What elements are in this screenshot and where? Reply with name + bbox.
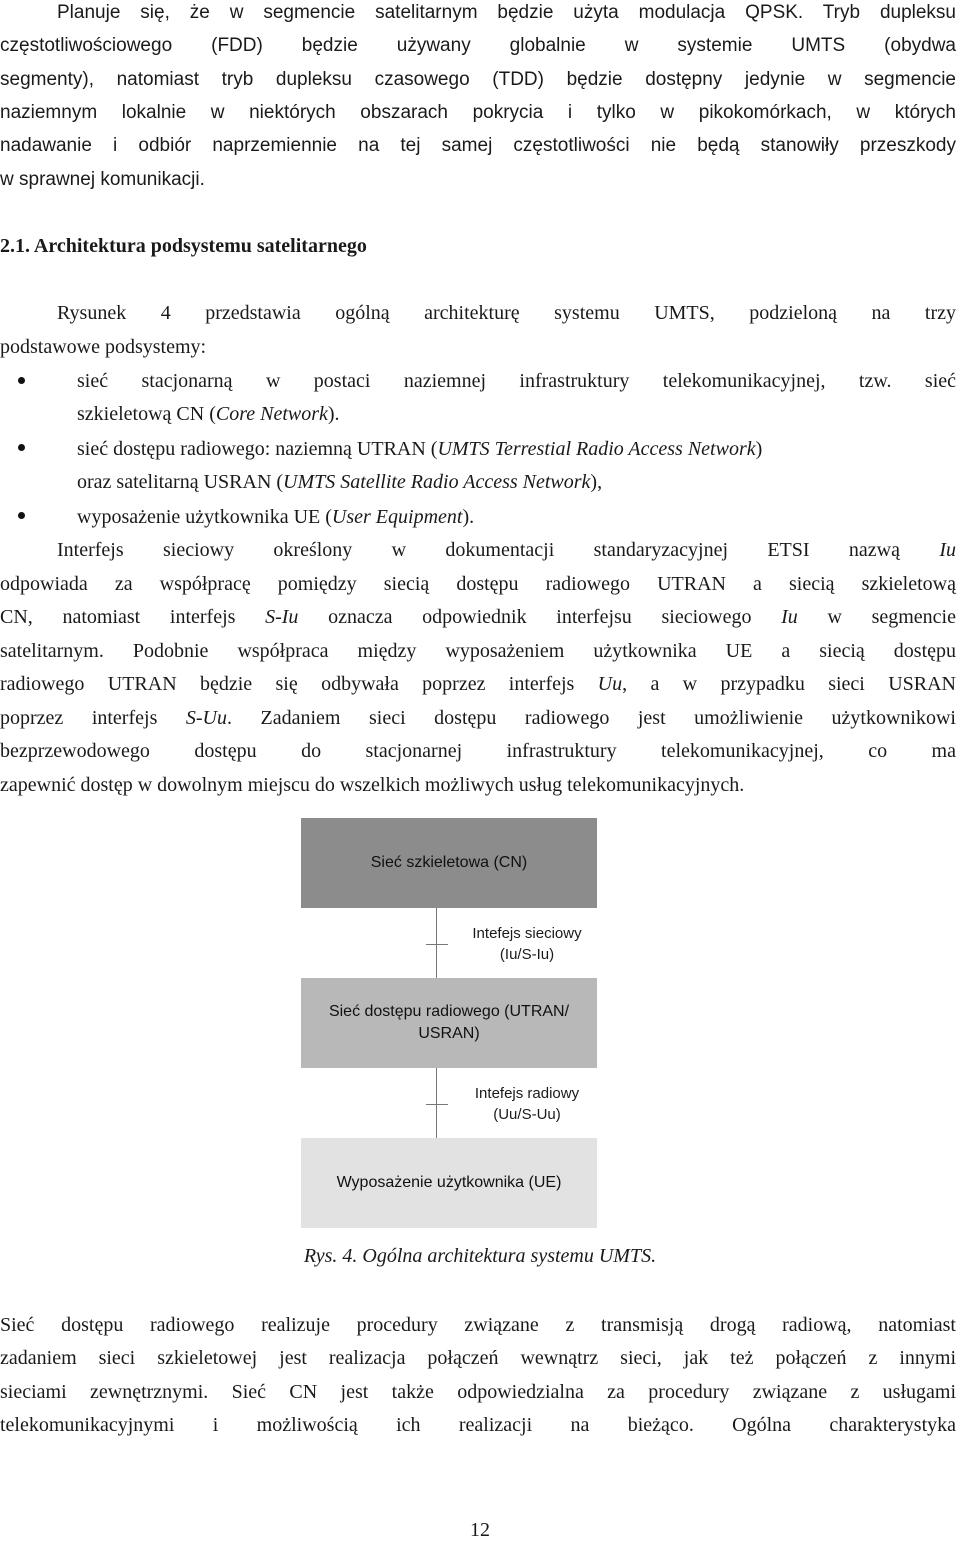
connector-line — [436, 908, 437, 978]
radio-interface-name: Intefejs radiowy — [474, 1085, 580, 1102]
bullet-dot — [18, 444, 25, 451]
para3-line-4: telekomunikacyjnymi i możliwością ich realizacji na bieżąco. Ogólna charakterystyka — [0, 1414, 956, 1436]
para2-line-7: bezprzewodowego dostępu do stacjonarnej infrastruktury telekomunikacyjnej, co ma — [0, 740, 956, 762]
bullet-2-line-1: sieć dostępu radiowego: naziemną UTRAN (UMTS Terrestial Radio Access Network) — [77, 438, 763, 460]
para1-line-1: Rysunek 4 przedstawia ogólną architekturę systemu UMTS, podzieloną na trzy — [57, 302, 956, 324]
intro-line-3: segmenty), natomiast tryb dupleksu czasowego (TDD) będzie dostępny jedynie w segmencie — [0, 69, 956, 90]
para2-line-6: poprzez interfejs S-Uu. Zadaniem sieci dostępu radiowego jest umożliwienie użytkownikowi — [0, 707, 956, 729]
intro-line-4: naziemnym lokalnie w niektórych obszarach pokrycia i tylko w pikokomórkach, w których — [0, 102, 956, 123]
para3-line-1: Sieć dostępu radiowego realizuje procedury związane z transmisją drogą radiową, natomiast — [0, 1314, 956, 1336]
bullet-1-line-2: szkieletową CN (Core Network). — [77, 403, 340, 425]
bullet-3-line-1: wyposażenie użytkownika UE (User Equipment). — [77, 506, 475, 528]
intro-line-1: Planuje się, że w segmencie satelitarnym będzie użyta modulacja QPSK. Tryb dupleksu — [57, 2, 956, 23]
para3-line-3: sieciami zewnętrznymi. Sieć CN jest także odpowiedzialna za procedury związane z usługami — [0, 1381, 956, 1403]
intro-line-2: częstotliwościowego (FDD) będzie używany globalnie w systemie UMTS (obydwa — [0, 35, 956, 56]
para2-line-3: CN, natomiast interfejs S-Iu oznacza odpowiednik interfejsu sieciowego Iu w segmencie — [0, 606, 956, 628]
bullet-dot — [18, 512, 25, 519]
radio-access-network-box — [301, 978, 597, 1068]
figure-caption: Rys. 4. Ogólna architektura systemu UMTS. — [303, 1245, 657, 1267]
ran-label-line-2: USRAN) — [418, 1025, 480, 1042]
intro-line-6: w sprawnej komunikacji. — [0, 169, 205, 190]
page-number: 12 — [470, 1519, 490, 1541]
user-equipment-box: Wyposażenie użytkownika (UE) — [301, 1138, 597, 1228]
bullet-dot — [18, 377, 25, 384]
intro-line-5: nadawanie i odbiór naprzemiennie na tej samej częstotliwości nie będą stanowiły przeszkody — [0, 135, 956, 156]
network-interface-codes: (Iu/S-Iu) — [499, 946, 555, 963]
radio-interface-codes: (Uu/S-Uu) — [493, 1106, 561, 1123]
core-network-box: Sieć szkieletowa (CN) — [301, 818, 597, 908]
radio-interface-label — [452, 1083, 602, 1125]
connector-tick — [426, 1104, 448, 1105]
para2-line-8: zapewnić dostęp w dowolnym miejscu do wszelkich możliwych usług telekomunikacyjnych. — [0, 774, 745, 796]
connector-tick — [426, 944, 448, 945]
para2-line-2: odpowiada za współpracę pomiędzy siecią dostępu radiowego UTRAN a siecią szkieletową — [0, 573, 956, 595]
bullet-1-line-1: sieć stacjonarną w postaci naziemnej infrastruktury telekomunikacyjnej, tzw. sieć — [77, 370, 956, 392]
network-interface-name: Intefejs sieciowy — [472, 925, 582, 942]
para2-line-4: satelitarnym. Podobnie współpraca między wyposażeniem użytkownika UE a siecią dostępu — [0, 640, 956, 662]
bullet-2-line-2: oraz satelitarną USRAN (UMTS Satellite Radio Access Network), — [77, 471, 603, 493]
para2-line-1: Interfejs sieciowy określony w dokumentacji standaryzacyjnej ETSI nazwą Iu — [57, 539, 956, 561]
para3-line-2: zadaniem sieci szkieletowej jest realizacja połączeń wewnątrz sieci, jak też połączeń z innymi — [0, 1347, 956, 1369]
network-interface-label — [452, 923, 602, 965]
section-heading: 2.1. Architektura podsystemu satelitarnego — [0, 235, 367, 257]
para1-line-2: podstawowe podsystemy: — [0, 336, 207, 358]
connector-line — [436, 1068, 437, 1138]
para2-line-5: radiowego UTRAN będzie się odbywała poprzez interfejs Uu, a w przypadku sieci USRAN — [0, 673, 956, 695]
ran-label-line-1: Sieć dostępu radiowego (UTRAN/ — [328, 1003, 570, 1020]
